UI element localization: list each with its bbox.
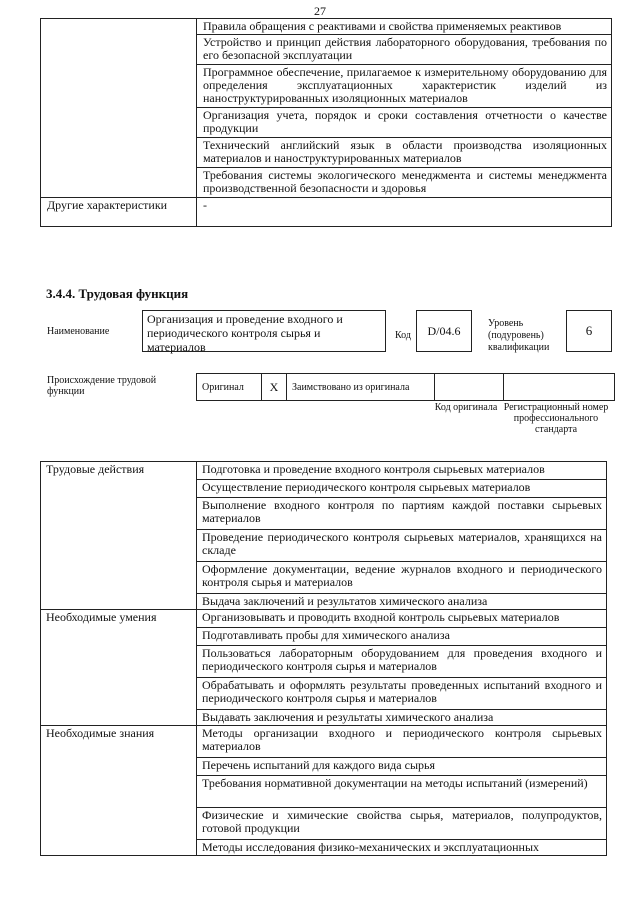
qualification-level-label: Уровень (подуровень) квалификации	[488, 318, 550, 353]
actions-label: Трудовые действия	[41, 462, 197, 610]
original-mark: X	[262, 374, 287, 401]
empty-cell	[41, 19, 197, 198]
table-cell: Правила обращения с реактивами и свойства применяемых реактивов	[197, 19, 612, 35]
table-cell: Организовывать и проводить входной контроль сырьевых материалов	[197, 610, 607, 628]
section-title: 3.4.4. Трудовая функция	[46, 286, 189, 301]
table-cell: Осуществление периодического контроля сырьевых материалов	[197, 480, 607, 498]
table-cell: Подготавливать пробы для химического анализа	[197, 628, 607, 646]
table-cell: Обрабатывать и оформлять результаты проведенных испытаний входного и периодического контроля сырья и материалов	[197, 678, 607, 710]
code-original-caption: Код оригинала	[434, 402, 498, 413]
table-row	[41, 726, 607, 758]
code-label: Код	[395, 330, 411, 341]
table-cell: Методы организации входного и периодического контроля сырьевых материалов	[197, 726, 607, 758]
table-cell: Требования системы экологического менеджмента и системы менеджмента производственной безопасности и здоровья	[197, 168, 612, 198]
table-row	[41, 198, 612, 227]
table-cell: Программное обеспечение, прилагаемое к измерительному оборудованию для определения эксплуатационных характеристик изделий из наноструктурированных изоляционных материалов	[197, 65, 612, 108]
table-cell: Выдача заключений и результатов химического анализа	[197, 594, 607, 610]
table-cell: Пользоваться лабораторным оборудованием для проведения входного и периодического контроля сырья и материалов	[197, 646, 607, 678]
table-row	[41, 462, 607, 480]
other-characteristics-value: -	[197, 198, 612, 227]
reg-number-cell	[504, 374, 615, 401]
page-number: 27	[314, 4, 326, 18]
table-cell: Технический английский язык в области производства изоляционных материалов и наноструктурированных материалов	[197, 138, 612, 168]
table-cell: Организация учета, порядок и сроки составления отчетности о качестве продукции	[197, 108, 612, 138]
qualification-level: 6	[566, 310, 612, 352]
skills-label: Необходимые умения	[41, 610, 197, 726]
knowledge-label: Необходимые знания	[41, 726, 197, 856]
table-cell: Физические и химические свойства сырья, материалов, полупродуктов, готовой продукции	[197, 808, 607, 840]
table-row	[197, 374, 615, 401]
requirements-table	[40, 18, 612, 227]
function-name: Организация и проведение входного и периодического контроля сырья и материалов	[142, 310, 386, 352]
borrowed-label: Заимствовано из оригинала	[287, 374, 435, 401]
table-cell: Подготовка и проведение входного контроля сырьевых материалов	[197, 462, 607, 480]
origin-label: Происхождение трудовой функции	[47, 375, 157, 397]
table-cell: Устройство и принцип действия лабораторного оборудования, требования по его безопасной эксплуатации	[197, 35, 612, 65]
function-code: D/04.6	[416, 310, 472, 352]
table-cell: Методы исследования физико-механических и эксплуатационных	[197, 840, 607, 856]
origin-table	[196, 373, 615, 401]
table-cell: Перечень испытаний для каждого вида сырья	[197, 758, 607, 776]
other-characteristics-label: Другие характеристики	[41, 198, 197, 227]
table-row	[41, 610, 607, 628]
table-cell: Выдавать заключения и результаты химического анализа	[197, 710, 607, 726]
table-cell: Проведение периодического контроля сырьевых материалов, хранящихся на складе	[197, 530, 607, 562]
table-cell: Оформление документации, ведение журналов входного и периодического контроля сырья и материалов	[197, 562, 607, 594]
table-row	[41, 19, 612, 35]
table-cell: Требования нормативной документации на методы испытаний (измерений)	[197, 776, 607, 808]
name-label: Наименование	[47, 326, 110, 337]
code-original-cell	[435, 374, 504, 401]
function-table	[40, 461, 607, 856]
table-cell: Выполнение входного контроля по партиям каждой поставки сырьевых материалов	[197, 498, 607, 530]
original-label: Оригинал	[197, 374, 262, 401]
reg-number-caption: Регистрационный номер профессионального стандарта	[503, 402, 609, 435]
